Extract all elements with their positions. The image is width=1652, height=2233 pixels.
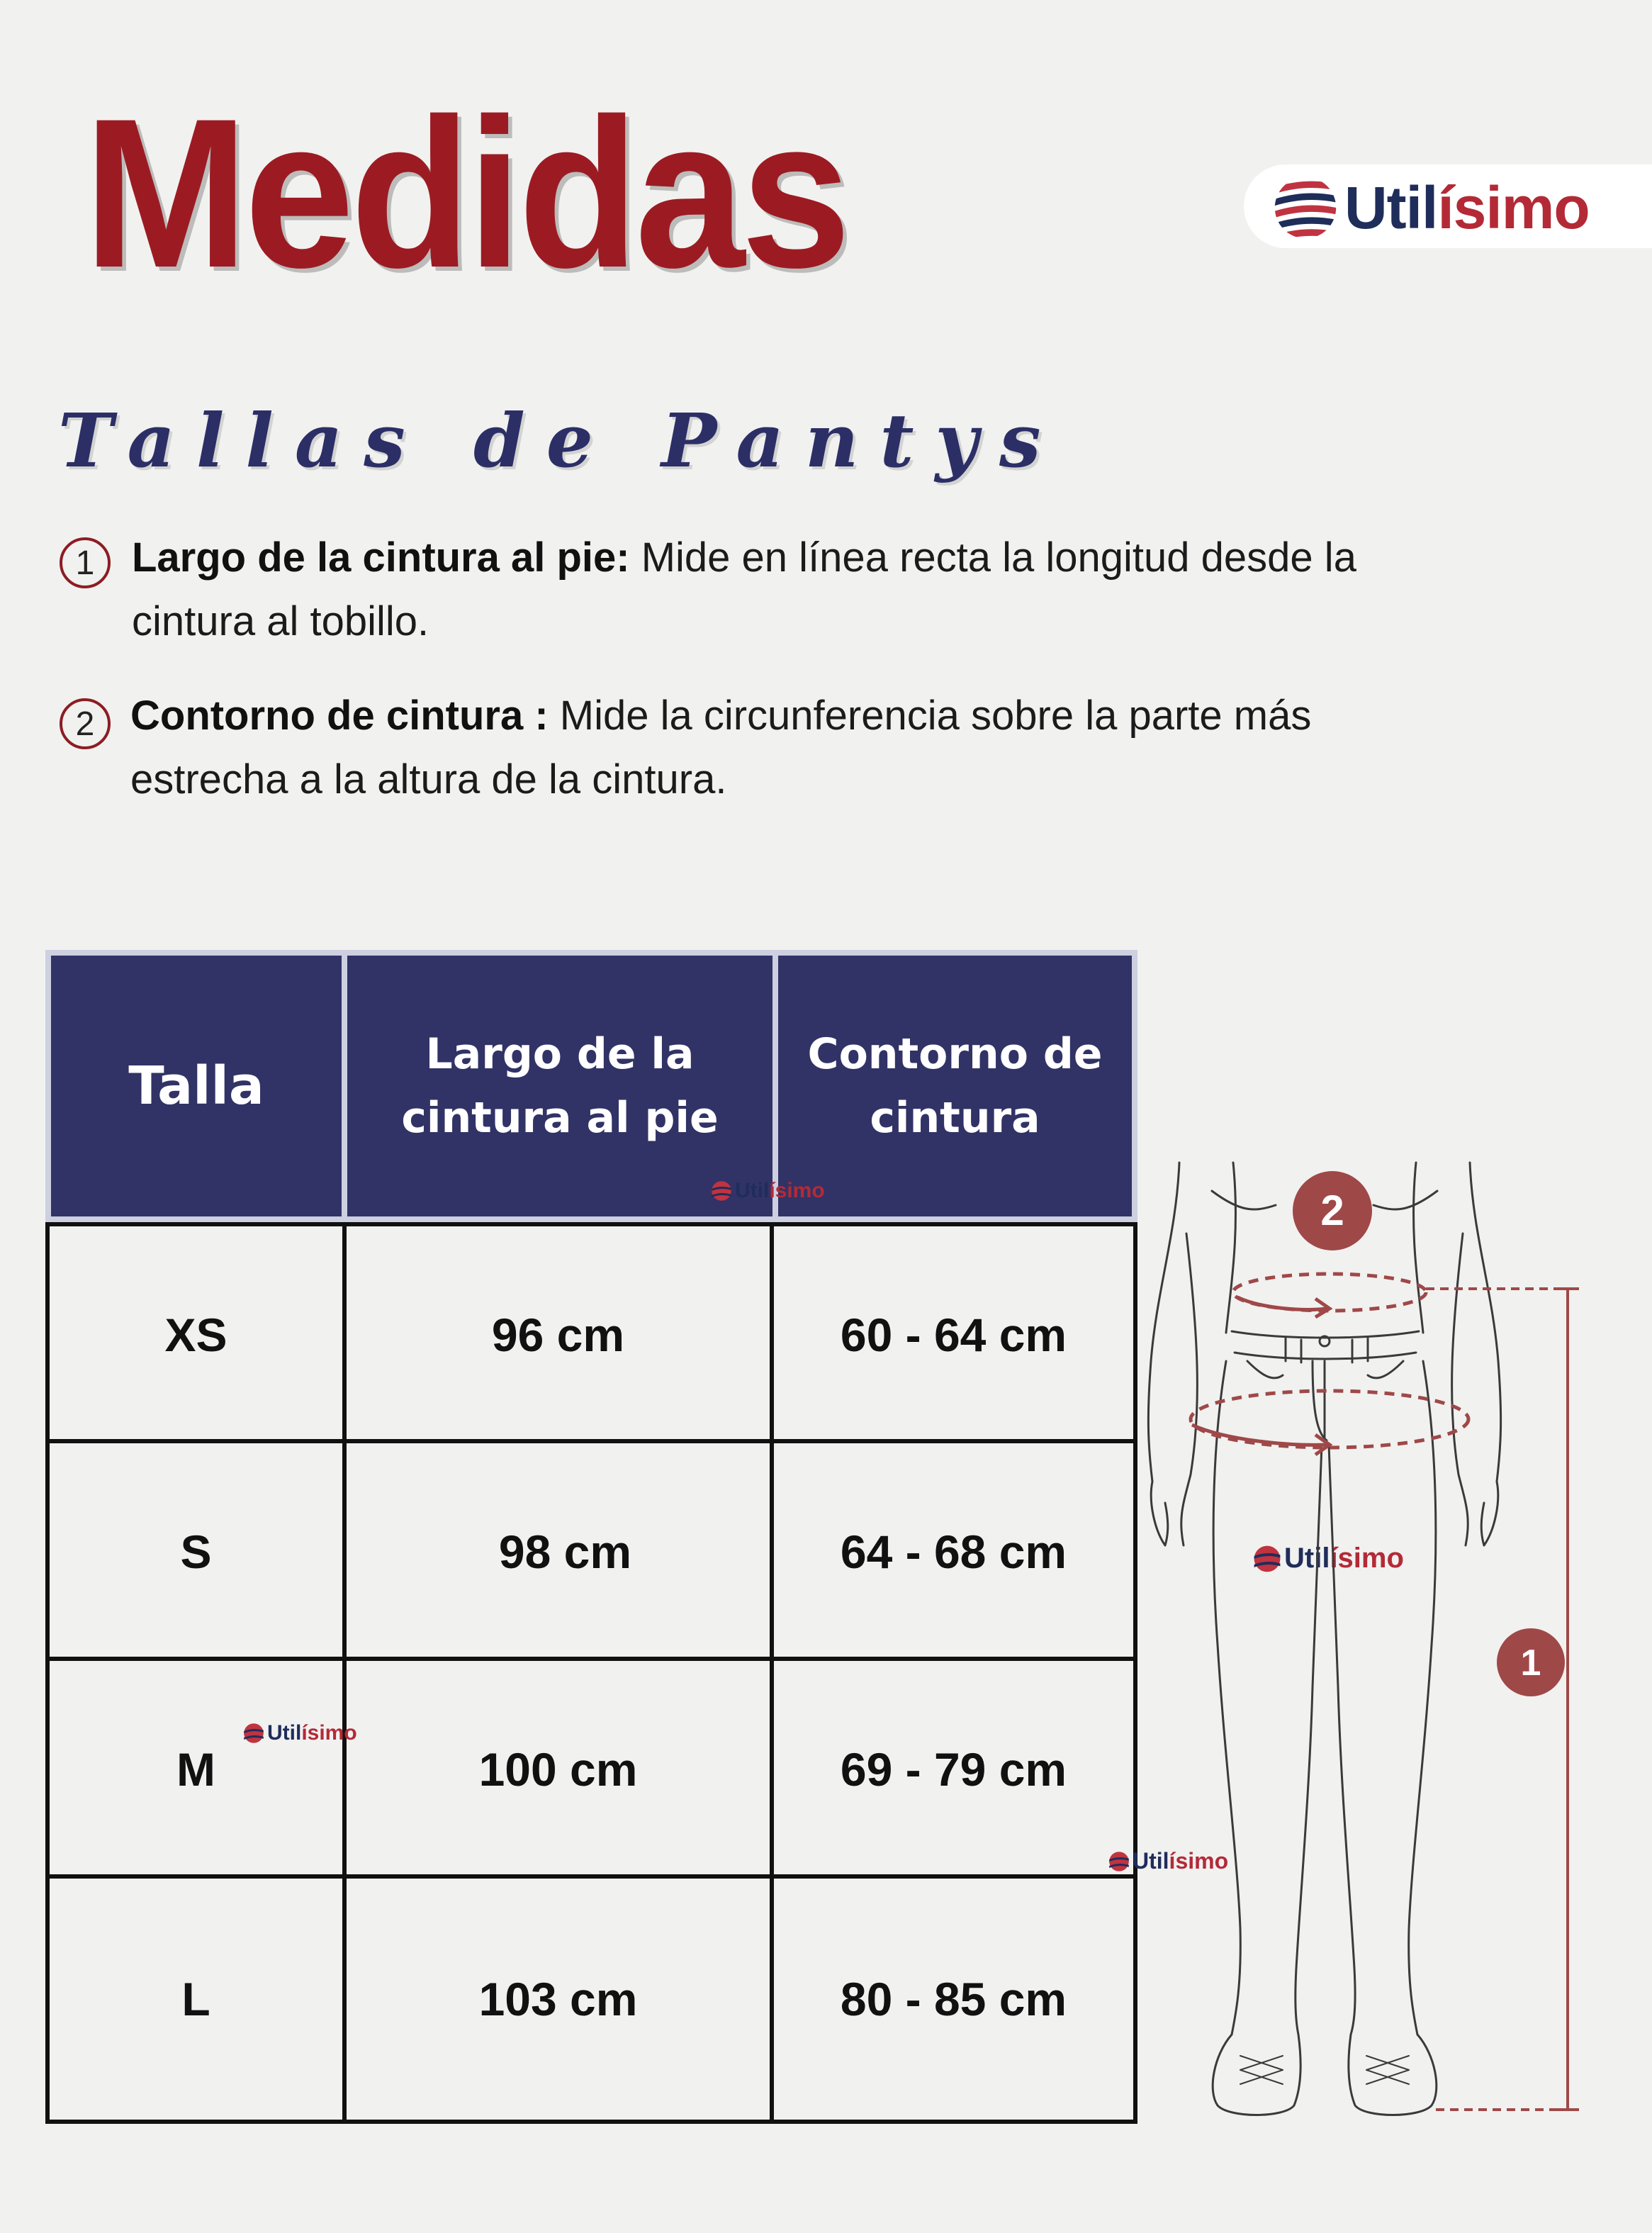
table-row: [50, 1879, 1133, 2120]
watermark-logo: Utilísimo: [1108, 1848, 1228, 1874]
globe-icon: [711, 1180, 732, 1202]
header-size: Talla: [51, 956, 342, 1216]
header-length: Largo de la cintura al pie: [347, 956, 772, 1216]
watermark-logo: Utilísimo: [243, 1721, 357, 1745]
cell-waist: 60 - 64 cm: [840, 1309, 1067, 1361]
number-one-badge: 1: [60, 537, 111, 588]
cell-length: 103 cm: [478, 1973, 638, 2025]
table-header: [45, 950, 1137, 1222]
table-row: [50, 1661, 1133, 1878]
brand-name: Utilísimo: [1344, 174, 1590, 241]
left-arm-outline: [1148, 1163, 1179, 1482]
instruction-waist: [130, 684, 1619, 812]
instruction-waist-label: Contorno de cintura :: [130, 693, 549, 739]
brand-logo: [1272, 169, 1590, 247]
marker-one-label: 1: [1520, 1642, 1541, 1684]
cell-length: 100 cm: [478, 1743, 638, 1796]
cell-size: L: [181, 1973, 210, 2025]
header-waist: Contorno de cintura: [778, 956, 1132, 1216]
subtitle: Tallas de Pantys: [58, 397, 1062, 484]
cell-waist: 80 - 85 cm: [840, 1973, 1067, 2025]
body-measurement-diagram: [1134, 1148, 1652, 2141]
right-arm-outline: [1470, 1163, 1501, 1482]
cell-waist: 64 - 68 cm: [840, 1526, 1067, 1578]
watermark-logo: Utilísimo: [711, 1179, 825, 1203]
cell-length: 96 cm: [491, 1309, 625, 1361]
globe-icon: [243, 1723, 264, 1744]
cell-size: M: [176, 1743, 215, 1796]
marker-two-label: 2: [1320, 1187, 1344, 1234]
table-row: [50, 1443, 1133, 1660]
globe-icon: [1108, 1851, 1130, 1872]
watermark-logo: Utilísimo: [1253, 1543, 1404, 1574]
instruction-length-text2: cintura al tobillo.: [132, 598, 429, 644]
instruction-length: [132, 526, 1620, 654]
cell-length: 98 cm: [498, 1526, 632, 1578]
number-two-badge: 2: [60, 698, 111, 749]
table-row: [50, 1226, 1133, 1443]
instruction-length-label: Largo de la cintura al pie:: [132, 535, 630, 581]
page-title: Medidas: [84, 74, 848, 312]
instruction-waist-text: Mide la circunferencia sobre la parte más: [548, 693, 1312, 739]
instruction-waist-text2: estrecha a la altura de la cintura.: [130, 756, 727, 802]
cell-waist: 69 - 79 cm: [840, 1743, 1067, 1796]
cell-size: XS: [164, 1309, 227, 1361]
globe-icon: [1272, 174, 1339, 241]
table-body: [45, 1222, 1137, 2124]
instruction-length-text: Mide en línea recta la longitud desde la: [629, 535, 1356, 581]
cell-size: S: [180, 1526, 212, 1578]
hip-measure-ellipse: [1191, 1391, 1468, 1448]
